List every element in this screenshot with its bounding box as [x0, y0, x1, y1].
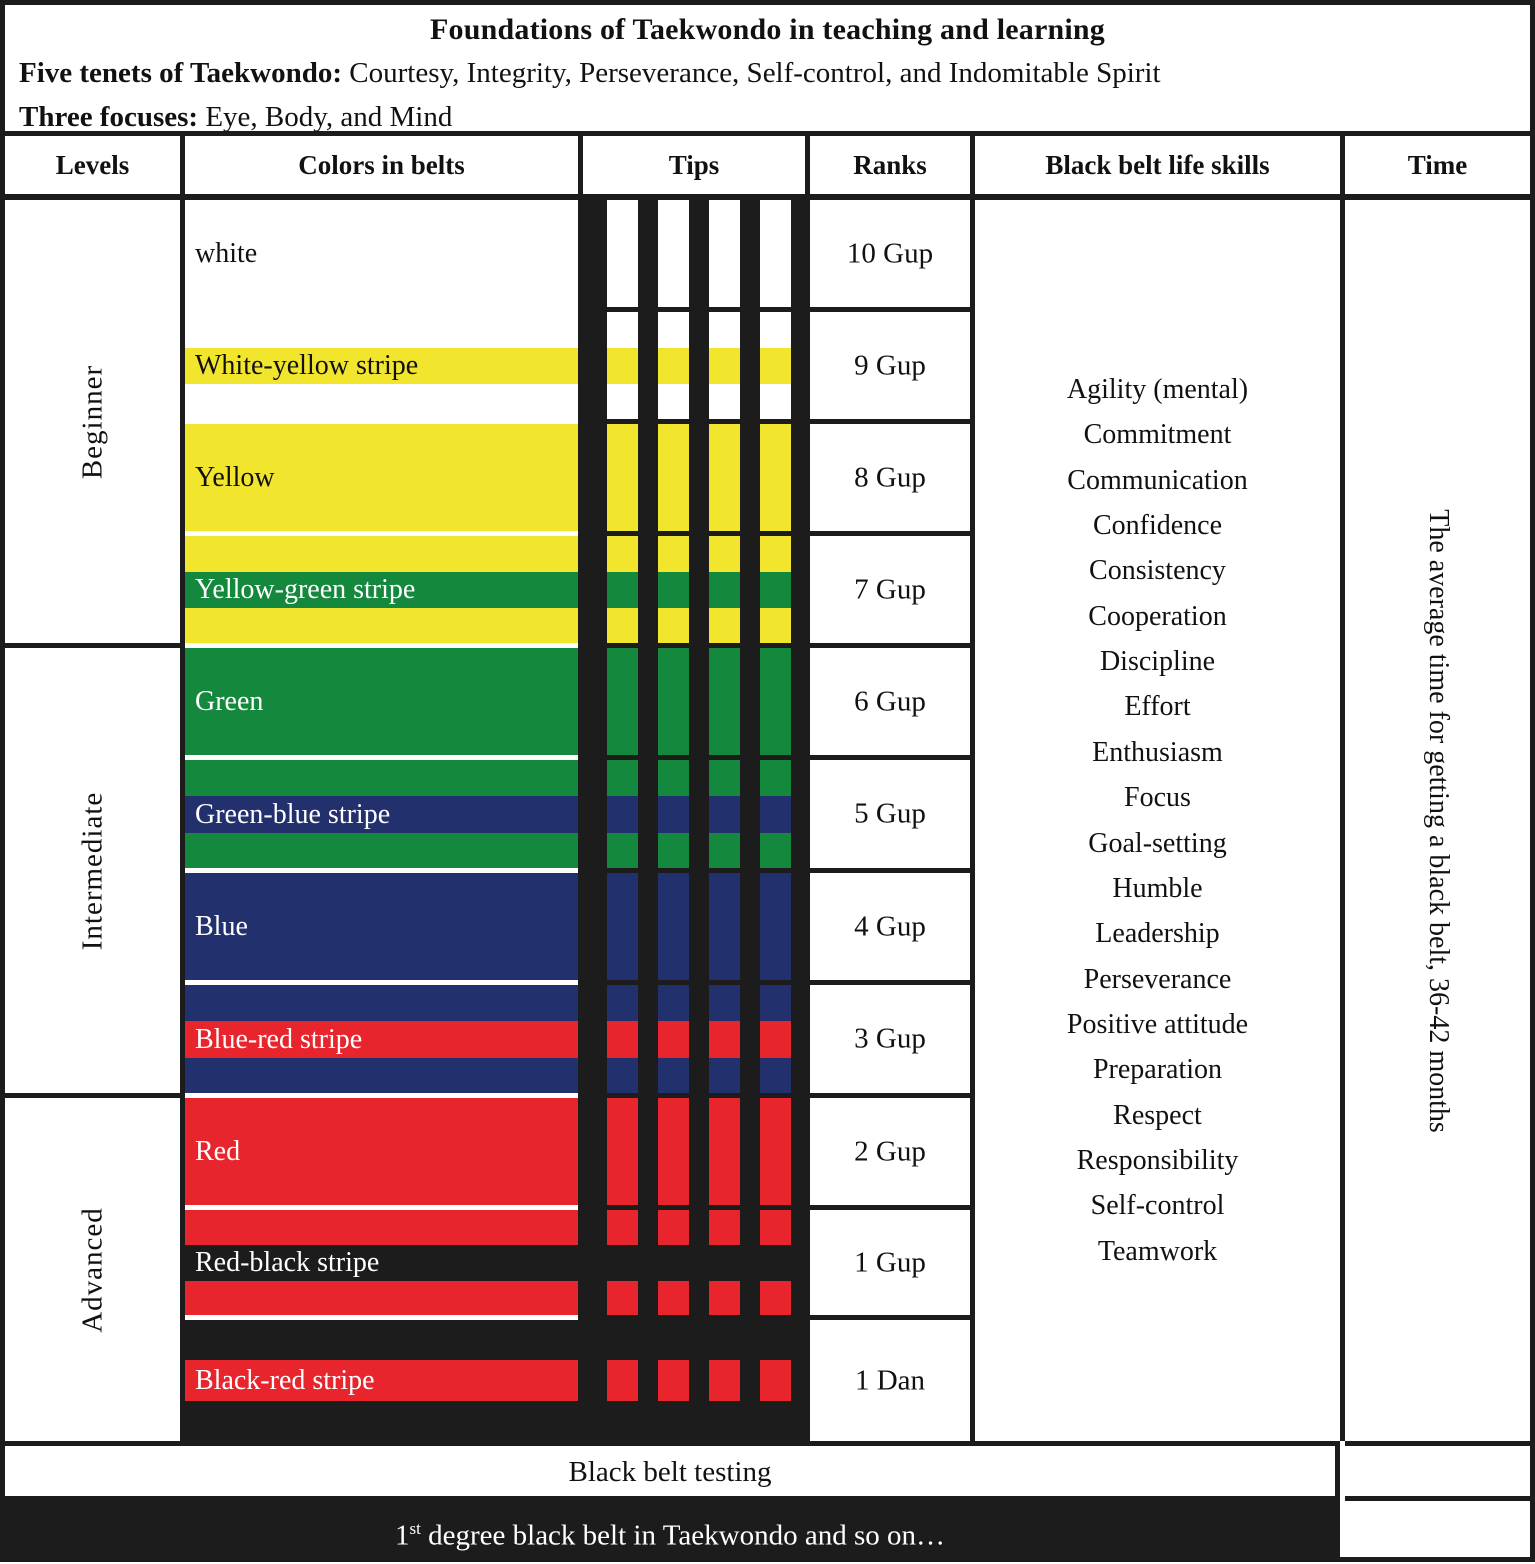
life-skill-item: Leadership [1095, 918, 1220, 950]
divider-tips-ranks [805, 200, 810, 1441]
column-header-levels: Levels [5, 136, 185, 194]
tip-bar [658, 312, 689, 424]
rank-label: 3 Gup [854, 1022, 926, 1055]
tip-bar [607, 200, 638, 312]
tip-band [658, 1098, 689, 1205]
tip-bar [760, 424, 791, 536]
rank-label: 7 Gup [854, 573, 926, 605]
tip-band [760, 648, 791, 755]
belt-label: Black-red stripe [195, 1364, 375, 1396]
tip-bar [760, 873, 791, 985]
life-skill-item: Teamwork [1097, 1235, 1218, 1267]
tip-band [709, 873, 740, 980]
tip-band [658, 536, 689, 572]
tip-bar [658, 985, 689, 1098]
column-header-colors: Colors in belts [185, 136, 583, 194]
rank-label: 4 Gup [854, 910, 926, 942]
belt-band [185, 536, 578, 572]
tip-band [607, 572, 638, 608]
tip-band [607, 536, 638, 572]
tip-band [709, 1210, 740, 1245]
tip-band [709, 384, 740, 419]
tip-bar [658, 760, 689, 873]
tip-bar [760, 312, 791, 424]
tip-band [658, 1281, 689, 1315]
tip-band [709, 985, 740, 1021]
column-header-skills: Black belt life skills [975, 136, 1345, 194]
tip-band [658, 1021, 689, 1058]
tip-band [760, 796, 791, 833]
five-tenets-value: Courtesy, Integrity, Perseverance, Self-control, and Indomitable Spirit [342, 57, 1161, 89]
tip-bar [760, 1098, 791, 1210]
belt-band [185, 1281, 578, 1315]
belt-band [185, 608, 578, 643]
tip-bar [658, 1098, 689, 1210]
tip-band [658, 796, 689, 833]
belt-band [185, 1320, 578, 1360]
level-cell-intermediate [5, 648, 180, 1098]
tip-band [607, 424, 638, 531]
tip-bar [607, 1098, 638, 1210]
belt-label: Green [195, 685, 264, 717]
rank-cell [810, 873, 970, 985]
tip-bar [760, 648, 791, 760]
belt-band [185, 384, 578, 419]
belt-row [185, 200, 578, 312]
life-skill-item: Responsibility [1076, 1145, 1239, 1177]
tip-band [607, 1245, 638, 1281]
tip-bar [709, 200, 740, 312]
tip-band [760, 1401, 791, 1441]
tip-band [607, 312, 638, 348]
tip-band [709, 1245, 740, 1281]
tip-band [658, 1245, 689, 1281]
tip-bar [760, 536, 791, 648]
tip-band [760, 1245, 791, 1281]
tip-band [709, 760, 740, 796]
life-skill-item: Humble [1112, 872, 1203, 904]
tip-bar [607, 536, 638, 648]
tip-band [709, 572, 740, 608]
tip-band [760, 1058, 791, 1093]
belt-row [185, 312, 578, 424]
tip-band [658, 648, 689, 755]
tip-band [607, 1360, 638, 1401]
column-header-time: Time [1407, 150, 1468, 180]
tip-bar [658, 1320, 689, 1441]
tip-band [760, 200, 791, 307]
belt-band [185, 833, 578, 868]
tip-band [709, 1360, 740, 1401]
tip-band [709, 833, 740, 868]
tip-band [760, 873, 791, 980]
tip-bar [658, 536, 689, 648]
tip-band [760, 1360, 791, 1401]
belt-label: Yellow-green stripe [195, 574, 416, 605]
tip-bar [658, 873, 689, 985]
tip-band [658, 1360, 689, 1401]
life-skill-item: Self-control [1090, 1190, 1225, 1222]
final-ordinal-suffix: st [409, 1519, 421, 1538]
tip-band [607, 796, 638, 833]
black-belt-life-skills-column [975, 200, 1340, 1441]
tip-band [658, 760, 689, 796]
rank-label: 8 Gup [854, 461, 926, 493]
tip-bar [709, 1098, 740, 1210]
time-column-footer-spacer [1345, 1441, 1530, 1501]
tip-bar [658, 648, 689, 760]
tip-band [607, 384, 638, 419]
three-focuses-value: Eye, Body, and Mind [198, 101, 453, 133]
tip-band [760, 1021, 791, 1058]
tip-bar [760, 1320, 791, 1441]
tip-band [658, 348, 689, 384]
rank-cell [810, 1320, 970, 1441]
life-skill-item: Preparation [1092, 1054, 1223, 1086]
three-focuses-label: Three focuses: [19, 101, 199, 133]
belt-row [185, 873, 578, 985]
rank-cell [810, 200, 970, 312]
tip-band [607, 1021, 638, 1058]
tip-bar [607, 760, 638, 873]
divider-levels-colors [180, 200, 185, 1441]
column-header-ranks: Ranks [810, 136, 975, 194]
life-skill-item: Enthusiasm [1092, 736, 1223, 768]
tip-band [607, 608, 638, 643]
rank-label: 6 Gup [854, 685, 926, 717]
tip-band [607, 985, 638, 1021]
tip-band [658, 200, 689, 307]
rank-cell [810, 985, 970, 1098]
rank-label: 10 Gup [846, 237, 934, 269]
page-title: Foundations of Taekwondo in teaching and learning [430, 13, 1105, 46]
belt-band [185, 1098, 578, 1205]
five-tenets-line [19, 57, 1161, 90]
rank-cell [810, 312, 970, 424]
belt-label: Red [195, 1135, 241, 1167]
rank-label: 5 Gup [854, 797, 926, 830]
belt-colors-column [185, 200, 578, 1441]
tip-bar [709, 424, 740, 536]
divider-ranks-skills [970, 200, 975, 1441]
life-skill-item: Effort [1124, 691, 1191, 723]
life-skill-item: Perseverance [1083, 963, 1232, 995]
life-skill-item: Confidence [1092, 509, 1223, 541]
tip-band [709, 1058, 740, 1093]
tip-band [658, 1320, 689, 1360]
tip-band [760, 312, 791, 348]
tip-band [658, 312, 689, 348]
belt-row [185, 985, 578, 1098]
tip-band [760, 608, 791, 643]
tip-bar [607, 1210, 638, 1320]
tip-band [760, 1210, 791, 1245]
tip-bar [658, 200, 689, 312]
tip-band [607, 760, 638, 796]
rank-label: 1 Dan [854, 1364, 926, 1396]
tip-band [607, 833, 638, 868]
final-prefix: 1 [395, 1519, 410, 1552]
belt-progression-grid [5, 200, 1530, 1441]
tip-bar [760, 760, 791, 873]
tip-band [658, 1401, 689, 1441]
tip-band [760, 985, 791, 1021]
tip-band [709, 200, 740, 307]
tip-band [607, 648, 638, 755]
tip-band [760, 348, 791, 384]
tip-bar [709, 536, 740, 648]
tip-band [607, 873, 638, 980]
tip-band [607, 1058, 638, 1093]
tip-band [709, 648, 740, 755]
tip-band [709, 1320, 740, 1360]
belt-band [185, 1210, 578, 1245]
tip-band [709, 1098, 740, 1205]
tip-band [760, 833, 791, 868]
tip-band [658, 424, 689, 531]
tip-band [607, 1098, 638, 1205]
tip-band [709, 312, 740, 348]
life-skill-item: Communication [1067, 464, 1248, 496]
belt-row [185, 760, 578, 873]
tip-bar [709, 1210, 740, 1320]
belt-row [185, 648, 578, 760]
column-header-row [5, 136, 1530, 200]
tip-bar [709, 985, 740, 1098]
chart-header [5, 5, 1530, 136]
life-skill-item: Goal-setting [1088, 827, 1227, 859]
tip-band [709, 1401, 740, 1441]
tip-bar [709, 760, 740, 873]
tip-band [709, 796, 740, 833]
tip-band [709, 608, 740, 643]
level-cell-advanced [5, 1098, 180, 1441]
tip-bar [760, 200, 791, 312]
rank-cell [810, 424, 970, 536]
tip-band [658, 873, 689, 980]
tip-bar [607, 985, 638, 1098]
life-skill-item: Focus [1124, 782, 1191, 814]
first-degree-black-belt-row [5, 1501, 1340, 1557]
black-belt-testing-row: Black belt testing [5, 1441, 1340, 1501]
tip-band [760, 536, 791, 572]
belt-label: Yellow [195, 461, 275, 493]
tip-band [607, 1401, 638, 1441]
tip-bar [607, 424, 638, 536]
tip-bar [709, 873, 740, 985]
belt-row [185, 424, 578, 536]
belt-band [185, 760, 578, 796]
tip-band [760, 1098, 791, 1205]
belt-label: white [195, 237, 258, 269]
tip-band [760, 1320, 791, 1360]
tip-band [607, 200, 638, 307]
tip-band [658, 608, 689, 643]
tip-band [658, 985, 689, 1021]
tips-column [583, 200, 805, 1441]
level-label: Beginner [76, 364, 108, 479]
divider-skills-time [1340, 200, 1345, 1441]
life-skill-item: Cooperation [1088, 600, 1227, 632]
rank-cell [810, 1210, 970, 1320]
life-skill-item: Consistency [1089, 555, 1226, 587]
tip-band [607, 1281, 638, 1315]
belt-row [185, 1098, 578, 1210]
tip-band [658, 833, 689, 868]
rank-label: 9 Gup [854, 349, 926, 381]
belt-label: Blue-red stripe [195, 1023, 363, 1055]
tip-bar [709, 1320, 740, 1441]
final-rest: degree black belt in Taekwondo and so on… [420, 1519, 945, 1552]
tip-bar [709, 312, 740, 424]
rank-label: 1 Gup [854, 1246, 926, 1278]
tip-band [760, 760, 791, 796]
tip-band [709, 1281, 740, 1315]
level-label: Advanced [76, 1206, 108, 1333]
tip-band [658, 1058, 689, 1093]
belt-label: Red-black stripe [195, 1247, 380, 1278]
belt-row [185, 1210, 578, 1320]
belt-row [185, 536, 578, 648]
tip-band [658, 1210, 689, 1245]
tip-band [607, 348, 638, 384]
tip-band [709, 424, 740, 531]
tip-band [760, 572, 791, 608]
tip-band [709, 348, 740, 384]
belt-row [185, 1320, 578, 1441]
tip-band [760, 1281, 791, 1315]
time-note: The average time for getting a black belt, 36-42 months [1422, 508, 1454, 1133]
tip-band [760, 424, 791, 531]
belt-label: Blue [195, 910, 248, 942]
tip-bar [760, 985, 791, 1098]
life-skill-item: Respect [1113, 1099, 1202, 1131]
level-cell-beginner [5, 200, 180, 648]
tip-bar [607, 648, 638, 760]
rank-cell [810, 1098, 970, 1210]
life-skill-item: Discipline [1099, 646, 1216, 678]
belt-label: Green-blue stripe [195, 798, 391, 830]
time-column [1345, 200, 1530, 1441]
divider-colors-tips [578, 200, 583, 1441]
tip-bar [709, 648, 740, 760]
belt-label: White-yellow stripe [195, 350, 419, 381]
rank-label: 2 Gup [854, 1135, 926, 1167]
rank-cell [810, 760, 970, 873]
column-header-tips: Tips [583, 136, 810, 194]
tip-band [658, 572, 689, 608]
belt-band [185, 985, 578, 1021]
tip-bar [658, 424, 689, 536]
belt-band [185, 312, 578, 348]
tip-bar [760, 1210, 791, 1320]
belt-band [185, 1401, 578, 1441]
tip-band [709, 536, 740, 572]
tip-band [658, 384, 689, 419]
tip-band [607, 1320, 638, 1360]
tip-bar [607, 1320, 638, 1441]
rank-cell [810, 648, 970, 760]
belt-band [185, 1058, 578, 1093]
life-skill-item: Positive attitude [1066, 1008, 1249, 1040]
three-focuses-line [19, 101, 452, 134]
tip-bar [658, 1210, 689, 1320]
level-label: Intermediate [76, 791, 108, 950]
tip-band [760, 384, 791, 419]
life-skill-item: Commitment [1083, 419, 1232, 451]
tip-bar [607, 873, 638, 985]
five-tenets-label: Five tenets of Taekwondo: [19, 57, 343, 89]
tip-bar [607, 312, 638, 424]
life-skill-item: Agility (mental) [1066, 373, 1249, 405]
tip-band [709, 1021, 740, 1058]
tip-band [607, 1210, 638, 1245]
rank-cell [810, 536, 970, 648]
